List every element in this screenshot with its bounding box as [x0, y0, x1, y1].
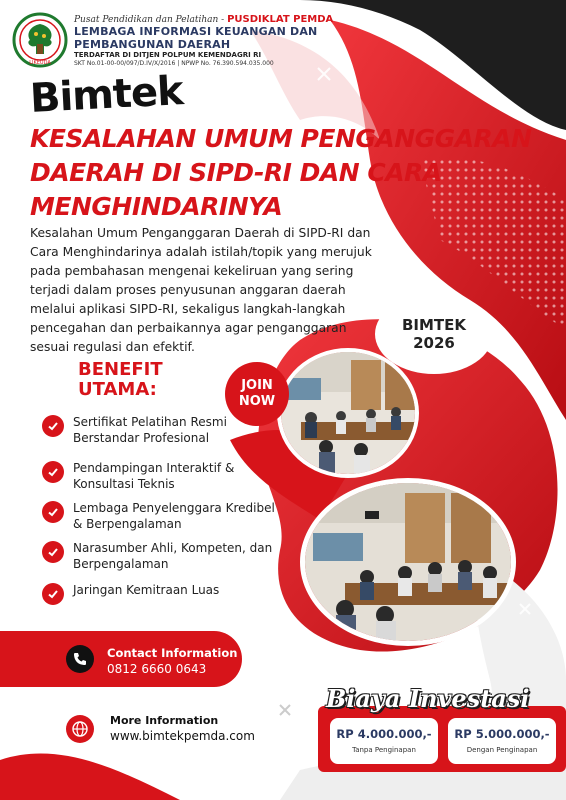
join-now-line1: JOIN — [241, 378, 273, 393]
price-note: Tanpa Penginapan — [352, 746, 416, 754]
benefit-item — [42, 540, 282, 572]
benefit-text: Narasumber Ahli, Kompeten, dan Berpengalaman — [73, 541, 273, 571]
org-name-line2: PEMBANGUNAN DAERAH — [74, 38, 231, 51]
benefit-heading-line2: UTAMA: — [78, 379, 157, 400]
title-line-2: DAERAH DI SIPD-RI DAN CARA — [30, 158, 442, 187]
benefit-text: Pendampingan Interaktif & Konsultasi Teknis — [73, 461, 235, 491]
year-badge-line1: BIMTEK — [401, 316, 467, 334]
header-tagline — [74, 14, 333, 25]
checkmark-icon — [42, 461, 64, 483]
benefit-text: Jaringan Kemitraan Luas — [73, 583, 220, 597]
benefit-item — [42, 460, 282, 492]
tree-emblem-icon — [12, 12, 68, 68]
benefit-heading — [78, 360, 163, 400]
registration-numbers: SKT No.01-00-00/097/D.IV/X/2016 | NPWP No. 76.390.594.035.000 — [74, 60, 274, 67]
org-name-line1: LEMBAGA INFORMASI KEUANGAN DAN — [74, 25, 318, 38]
price-value: RP 5.000.000,- — [454, 727, 550, 741]
header-tagline-italic: Pusat Pendidikan dan Pelatihan - — [74, 15, 228, 25]
investment-title: Biaya Investasi — [326, 684, 530, 713]
title-line-3: MENGHINDARINYA — [30, 192, 283, 221]
more-info-label: More Information — [110, 714, 219, 727]
checkmark-icon — [42, 415, 64, 437]
benefit-text: Lembaga Penyelenggara Kredibel & Berpengalaman — [73, 501, 275, 531]
year-badge-line2: 2026 — [413, 334, 455, 352]
registered-text: TERDAFTAR DI DITJEN POLPUM KEMENDAGRI RI — [74, 51, 262, 59]
description-text: Kesalahan Umum Penganggaran Daerah di SIPD-RI dan Cara Menghindarinya adalah istilah/topik yang merujuk pada pembahasan mengenai kekeliruan yang sering terjadi dalam proses penyusunan anggaran daerah melalui aplikasi SIPD-RI, sekaligus langkah-langkah pencegahan dan perbaikannya agar penganggaran sesuai regulasi dan efektif. — [30, 226, 372, 354]
benefit-heading-line1: BENEFIT — [78, 359, 163, 380]
training-photo-1 — [277, 348, 419, 478]
title-line-1: KESALAHAN UMUM PENGANGGARAN — [30, 124, 532, 153]
benefit-item — [42, 500, 282, 532]
price-box-with-lodging — [446, 716, 558, 766]
price-box-without-lodging — [328, 716, 440, 766]
benefit-text: Sertifikat Pelatihan Resmi Berstandar Profesional — [73, 415, 227, 445]
checkmark-icon — [42, 583, 64, 605]
checkmark-icon — [42, 541, 64, 563]
year-badge — [378, 297, 490, 371]
bimtek-wordmark: Bimtek — [28, 68, 184, 122]
benefit-item — [42, 582, 282, 605]
price-note: Dengan Penginapan — [466, 746, 538, 754]
website-link[interactable]: www.bimtekpemda.com — [110, 729, 255, 743]
header-tagline-highlight: PUSDIKLAT PEMDA — [227, 14, 334, 25]
training-photo-2 — [300, 478, 516, 646]
join-now-button[interactable] — [225, 362, 289, 426]
globe-icon — [66, 715, 94, 743]
contact-phone[interactable]: 0812 6660 0643 — [107, 662, 207, 676]
phone-icon — [66, 645, 94, 673]
logo-text: LIKEUDA — [29, 60, 51, 66]
price-value: RP 4.000.000,- — [336, 727, 432, 741]
join-now-line2: NOW — [238, 394, 276, 409]
checkmark-icon — [42, 501, 64, 523]
contact-label: Contact Information — [107, 646, 238, 660]
